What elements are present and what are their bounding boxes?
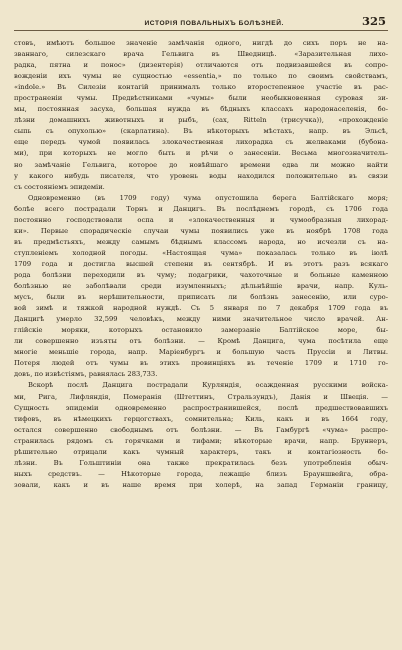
text-line: ми, Рига, Лифляндія, Померанія (Штеттинъ, Стральзундъ), Данія и Швеція. — <box>14 392 388 401</box>
text-line: болѣе всего пострадали Торнъ и Данцигъ. Въ послѣднемъ городѣ, съ 1706 года <box>14 204 388 213</box>
page-body <box>14 38 388 491</box>
text-line: Потеря людей отъ чумы въ этихъ провинціяхъ въ теченіе 1709 и 1710 го- <box>14 359 388 368</box>
text-line: званнаго, силезскаго врача Гельвига въ Шведницѣ. «Заразительная лихо- <box>14 50 388 59</box>
text-line: Вскорѣ послѣ Данцига пострадали Курляндія, осажденная русскими войска- <box>28 381 388 390</box>
text-line: мусъ, были въ нерѣшительности, приписать ли болѣзнь занесенію, или суро- <box>14 293 388 302</box>
text-line: ки». Первые спорадическіе случаи чумы появились уже въ ноябрѣ 1708 года <box>14 226 388 235</box>
text-line: ми), при которыхъ не могло быть и рѣчи о занесеніи. Весьма многозначитель- <box>14 149 388 158</box>
text-line: многіе меньшіе города, напр. Маріенбургъ и большую часть Пруссіи и Литвы. <box>14 348 388 357</box>
text-line: остался совершенно свободнымъ отъ болѣзни. — Въ Гамбургѣ «чума» распро- <box>14 425 388 434</box>
text-line: Данцигѣ умерло 32,599 человѣкъ, между ними значительное число врачей. Ан- <box>14 315 388 324</box>
text-line: зовали, какъ и въ наше время при холерѣ, на запад Германіи границу, <box>14 480 388 489</box>
text-line: лѣзни домашнихъ животныхъ и рыбъ, (сах, Ritteln (трисучка)), «прохожденіе <box>14 116 388 125</box>
text-line: но замѣчаніе Гельвига, которое до новѣйшаго времени едва ли можно найти <box>14 160 388 169</box>
text-line: Сущность эпидеміи одновременно распространившейся, послѣ предшествовавшихъ <box>14 403 388 412</box>
text-line: ныхъ средствъ. — Нѣкоторые города, лежащіе близъ Брауншвейга, обра- <box>14 469 388 478</box>
page-header <box>14 14 388 31</box>
text-line: радка, пятна и понос» (дизентерія) отличаются отъ подвизавшейся въ сопро- <box>14 61 388 70</box>
text-line: ступленіемъ холодной погоды. «Настоящая чума» показалась только въ іюлѣ <box>14 248 388 257</box>
text-line: еще передъ чумой появилась злокачественная лихорадка съ желваками (бубона- <box>14 138 388 147</box>
text-line: ли совершенно изъяты отъ болѣзни. — Кромѣ Данцига, чума посѣтила еще <box>14 337 388 346</box>
text-line: болѣзнью не заболѣвали среди изумленныхъ; дѣльнѣйшіе врачи, напр. Куль- <box>14 282 388 291</box>
text-line: рѣшительно отрицали какъ чумный характеръ, такъ и контагіозность бо- <box>14 447 388 456</box>
text-line: постоянно господствовали оспа и «злокачественныя и чумообразныя лихорад- <box>14 215 388 224</box>
text-line: съ состояніемъ эпидеміи. <box>14 182 105 191</box>
text-line: вожденіи ихъ чумы не сущностью «essentia,» по только по своимъ свойствамъ, <box>14 72 388 81</box>
text-line: довъ, по извѣстіямъ, равнялась 283,733. <box>14 370 158 379</box>
text-line: глійскіе моряки, которыхъ остановило замерзаніе Балтійское море, бы- <box>14 326 388 335</box>
text-line: лѣзни. Въ Гольштиніи она также прекратилась безъ употребленія обыч- <box>14 458 388 467</box>
text-line: рода болѣзни переходили въ чуму; подагрики, чахоточные и больные каменною <box>14 270 388 279</box>
text-line: вой зимѣ и тяжкой народной нуждѣ. Съ 5 января по 7 декабря 1709 года въ <box>14 304 388 313</box>
text-line: у какого нибудь писателя, что уровень воды находился положительно въ связи <box>14 171 388 180</box>
text-line: Одновременно (въ 1709 году) чума опустошила берега Балтійскаго моря; <box>28 193 388 202</box>
text-line: сыпь съ опухолью» (скарлатина). Въ нѣкоторыхъ мѣстахъ, напр. въ Эльсѣ, <box>14 127 388 136</box>
text-line: пространеніи чумы. Предвѣстниками «чумы» были необыкновенная суровая зи- <box>14 94 388 103</box>
text-line: стовъ, имѣютъ большое значеніе замѣчанія одного, нигдѣ до сихъ поръ не на- <box>14 39 388 47</box>
text-line: мы, постоянная засуха, большая нужда въ бѣдныхъ классахъ народонаселенія, бо- <box>14 105 388 114</box>
text-line: тифовъ, въ нѣмецкихъ герцогствахъ, сомнительна; Киль, какъ и въ 1664 году, <box>14 414 388 423</box>
text-line: странилась рядомъ съ горячками и тифами; нѣкоторые врачи, напр. Бруннеръ, <box>14 436 388 445</box>
running-title: ИСТОРІЯ ПОВАЛЬНЫХЪ БОЛѢЗНЕЙ. <box>144 20 284 27</box>
text-line: въ предмѣстьяхъ, между самымъ бѣднымъ классомъ народа, но исчезли съ на- <box>14 237 388 246</box>
page-number: 325 <box>361 14 386 28</box>
text-line: 1709 года и достигла высшей степени въ сентябрѣ. И въ этотъ разъ всякаго <box>14 259 388 268</box>
text-line: «indole.» Въ Силезіи контагій принималъ только второстепенное участіе въ рас- <box>14 83 388 92</box>
